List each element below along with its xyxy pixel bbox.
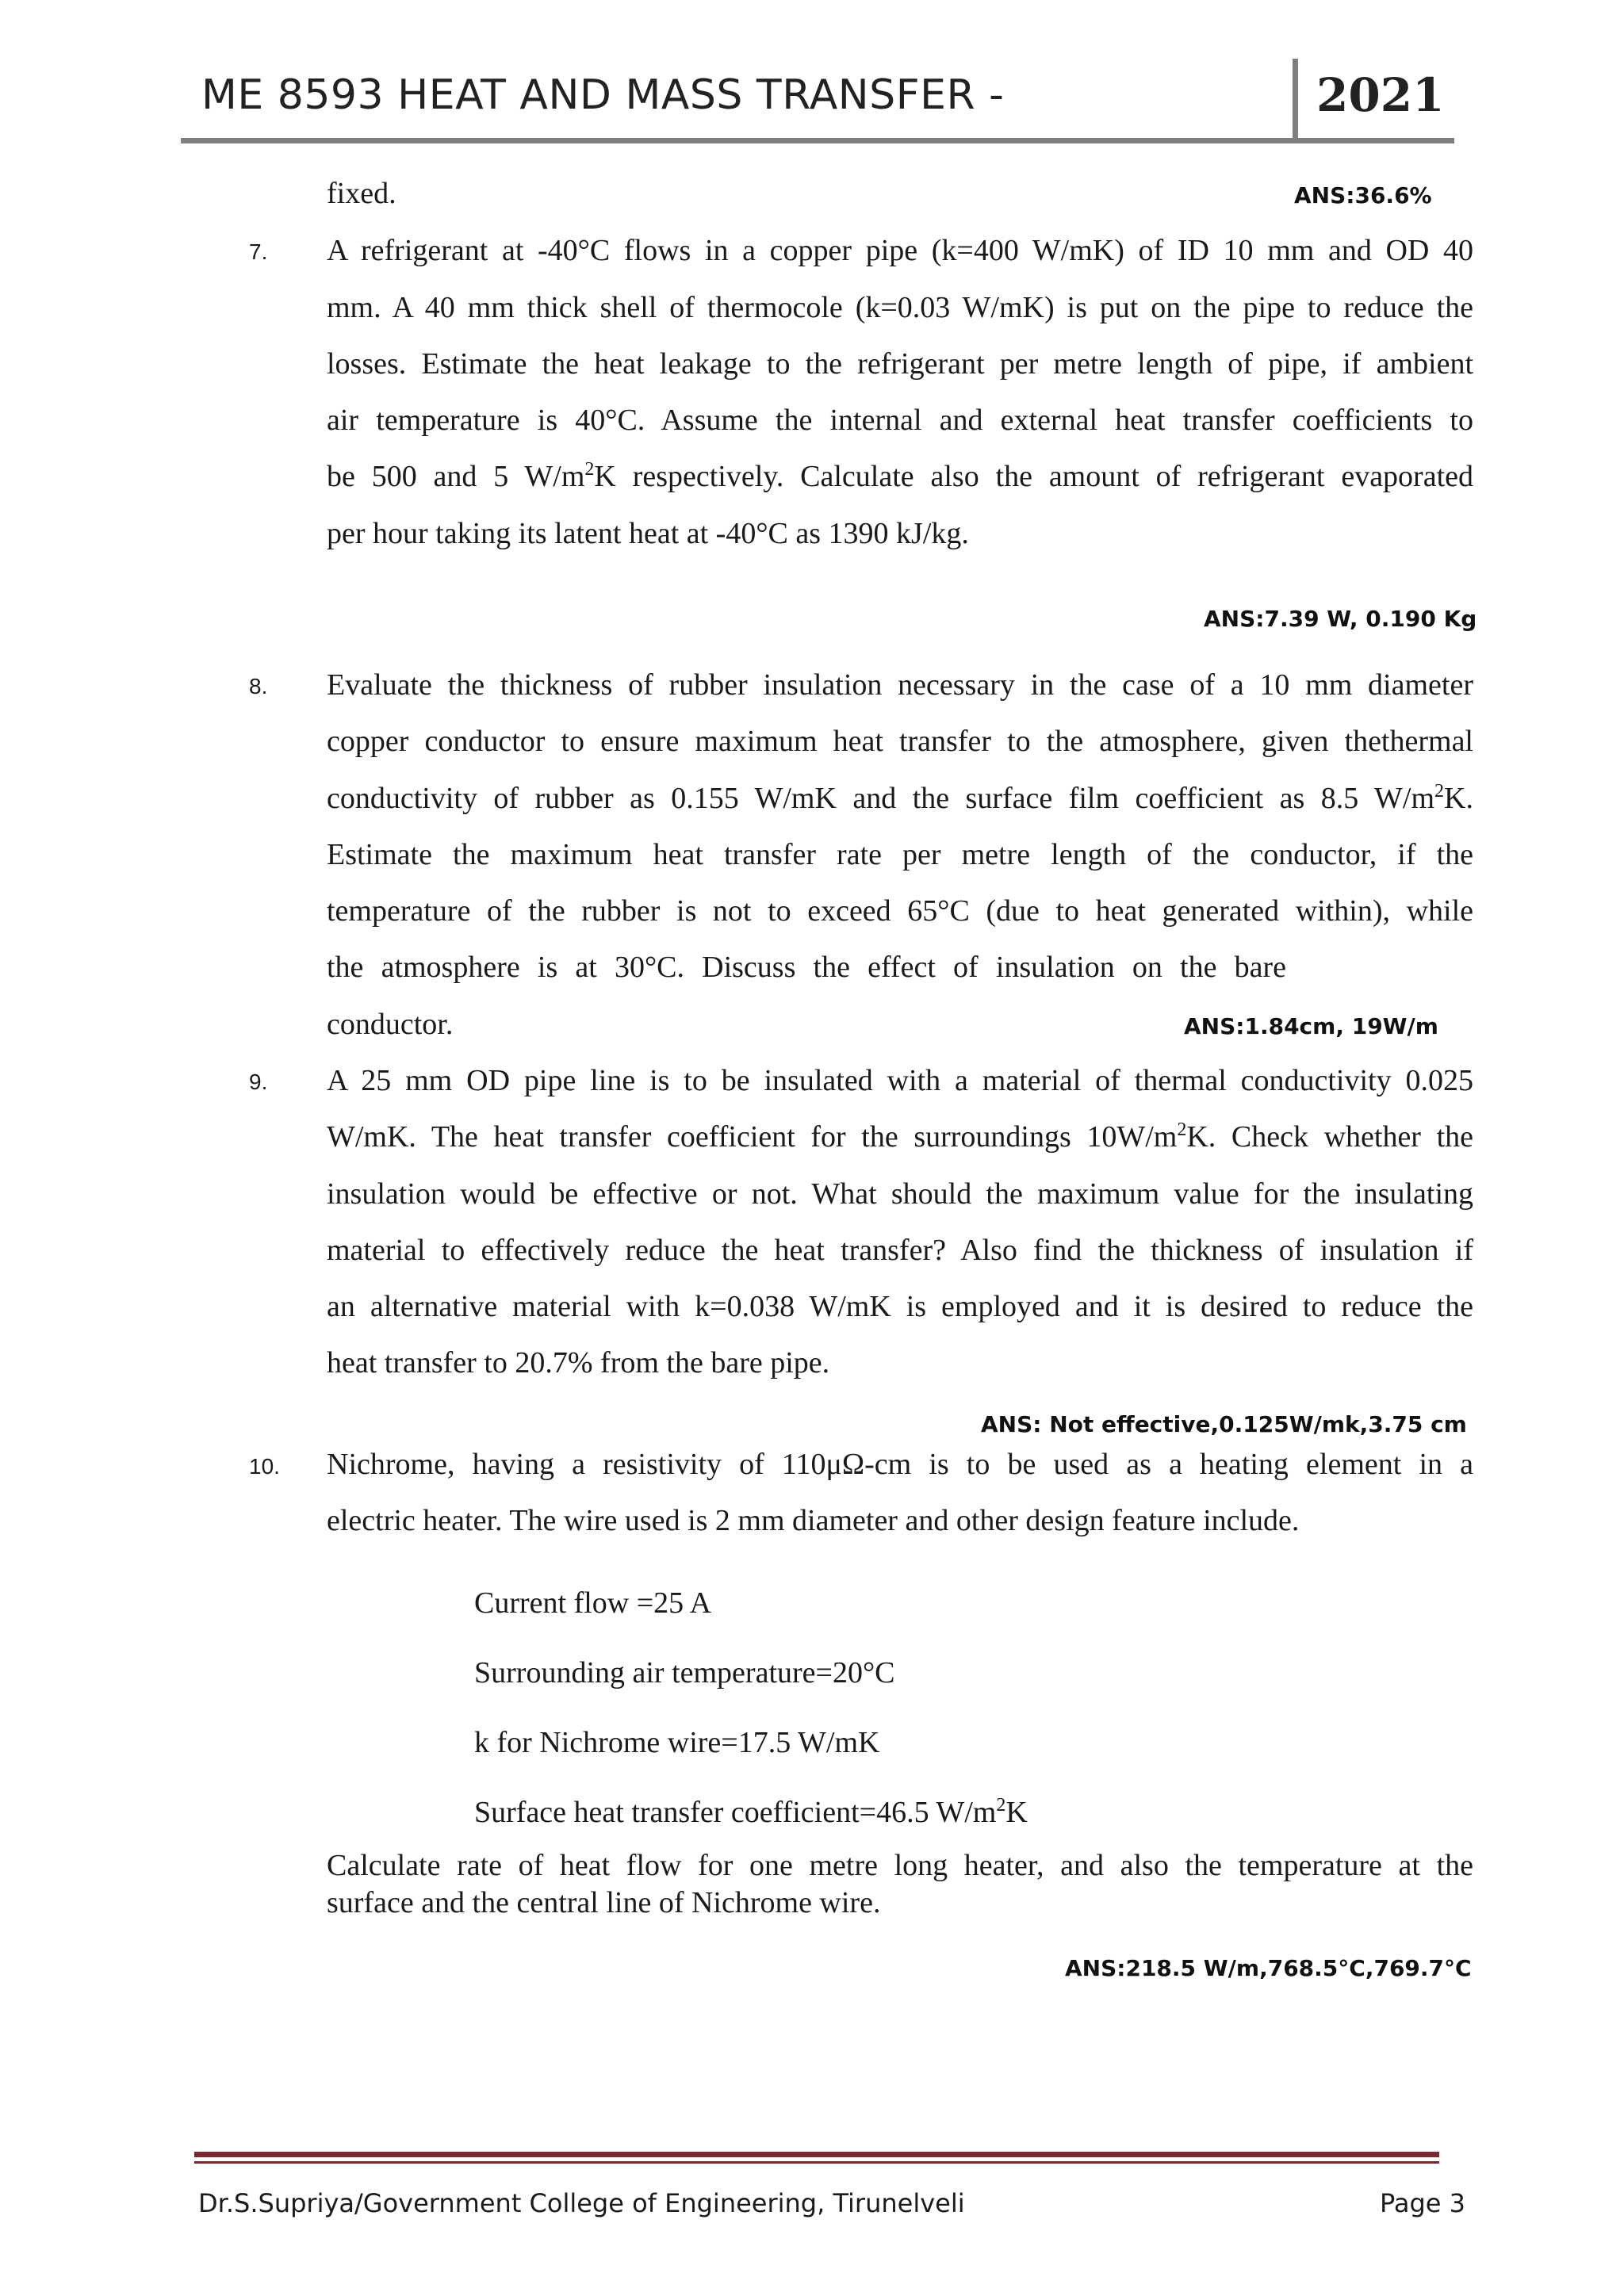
header-title: ME 8593 HEAT AND MASS TRANSFER - bbox=[201, 71, 1005, 119]
question-7-answer: ANS:7.39 W, 0.190 Kg bbox=[1204, 606, 1477, 632]
text-segment: Surface heat transfer coefficient=46.5 W/m bbox=[474, 1796, 997, 1829]
header-divider bbox=[1293, 59, 1298, 141]
question-8-answer: ANS:1.84cm, 19W/m bbox=[1184, 1013, 1438, 1039]
question-9-line: an alternative material with k=0.038 W/mK is employed and it is desired to reduce the bbox=[327, 1290, 1473, 1323]
text-segment: be 500 and 5 W/m bbox=[327, 460, 585, 493]
design-spec-air-temperature: Surrounding air temperature=20°C bbox=[474, 1656, 895, 1689]
design-spec-current: Current flow =25 A bbox=[474, 1586, 712, 1620]
question-10-line: surface and the central line of Nichrome wire. bbox=[327, 1886, 881, 1919]
question-8-line: Estimate the maximum heat transfer rate per metre length of the conductor, if the bbox=[327, 838, 1473, 871]
page-header bbox=[181, 55, 1454, 143]
footer-rule bbox=[194, 2152, 1439, 2157]
question-10-number: 10. bbox=[249, 1454, 280, 1479]
superscript: 2 bbox=[584, 459, 595, 480]
question-7-line: air temperature is 40°C. Assume the internal and external heat transfer coefficients to bbox=[327, 404, 1473, 437]
question-7-line: losses. Estimate the heat leakage to the refrigerant per metre length of pipe, if ambient bbox=[327, 347, 1473, 381]
prev-answer: ANS:36.6% bbox=[1294, 182, 1432, 209]
question-9-line: heat transfer to 20.7% from the bare pipe. bbox=[327, 1346, 830, 1380]
question-9-line: A 25 mm OD pipe line is to be insulated with a material of thermal conductivity 0.025 bbox=[327, 1064, 1473, 1097]
superscript: 2 bbox=[996, 1795, 1006, 1816]
prev-question-tail: fixed. bbox=[327, 177, 396, 210]
text-segment: W/mK. The heat transfer coefficient for the surroundings 10W/m bbox=[327, 1120, 1178, 1154]
text-segment: K. Check whether the bbox=[1186, 1120, 1473, 1154]
text-segment: K respectively. Calculate also the amount of refrigerant evaporated bbox=[594, 460, 1473, 493]
question-8-line: temperature of the rubber is not to exceed 65°C (due to heat generated within), while bbox=[327, 894, 1473, 928]
question-7-line: per hour taking its latent heat at -40°C as 1390 kJ/kg. bbox=[327, 517, 969, 550]
footer-rule-thin bbox=[194, 2161, 1439, 2164]
design-spec-conductivity: k for Nichrome wire=17.5 W/mK bbox=[474, 1726, 880, 1759]
header-rule bbox=[181, 138, 1454, 144]
question-7-line: A refrigerant at -40°C flows in a copper pipe (k=400 W/mK) of ID 10 mm and OD 40 bbox=[327, 234, 1473, 267]
question-8-line: conductor. bbox=[327, 1008, 454, 1041]
question-8-line bbox=[327, 781, 1473, 816]
question-9-answer: ANS: Not effective,0.125W/mk,3.75 cm bbox=[981, 1411, 1467, 1437]
question-9-line: material to effectively reduce the heat transfer? Also find the thickness of insulation if bbox=[327, 1234, 1473, 1267]
superscript: 2 bbox=[1434, 781, 1445, 802]
superscript: 2 bbox=[1177, 1119, 1187, 1140]
question-10-line: Nichrome, having a resistivity of 110μΩ-cm is to be used as a heating element in a bbox=[327, 1448, 1473, 1481]
question-9-line: insulation would be effective or not. What should the maximum value for the insulating bbox=[327, 1177, 1473, 1211]
question-7-number: 7. bbox=[249, 239, 268, 264]
question-10-answer: ANS:218.5 W/m,768.5°C,769.7°C bbox=[1065, 1955, 1472, 1981]
question-9-line bbox=[327, 1119, 1473, 1154]
question-8-line: Evaluate the thickness of rubber insulation necessary in the case of a 10 mm diameter bbox=[327, 668, 1473, 702]
page-number: Page 3 bbox=[1380, 2188, 1465, 2218]
question-10-line: Calculate rate of heat flow for one metre long heater, and also the temperature at the bbox=[327, 1849, 1473, 1882]
question-7-line bbox=[327, 459, 1473, 494]
text-segment: conductivity of rubber as 0.155 W/mK and the surface film coefficient as 8.5 W/m bbox=[327, 782, 1435, 815]
question-9-number: 9. bbox=[249, 1070, 268, 1094]
question-7-line: mm. A 40 mm thick shell of thermocole (k=0.03 W/mK) is put on the pipe to reduce the bbox=[327, 291, 1473, 324]
footer-author: Dr.S.Supriya/Government College of Engineering, Tirunelveli bbox=[198, 2188, 965, 2218]
question-10-line: electric heater. The wire used is 2 mm diameter and other design feature include. bbox=[327, 1504, 1300, 1537]
question-8-line: copper conductor to ensure maximum heat transfer to the atmosphere, given thethermal bbox=[327, 725, 1473, 758]
question-8-line: the atmosphere is at 30°C. Discuss the effect of insulation on the bare bbox=[327, 951, 1286, 984]
text-segment: K. bbox=[1444, 782, 1473, 815]
question-8-number: 8. bbox=[249, 674, 268, 698]
design-spec-heat-transfer-coefficient bbox=[474, 1795, 1028, 1830]
header-year: 2021 bbox=[1316, 68, 1445, 122]
text-segment: K bbox=[1005, 1796, 1028, 1829]
